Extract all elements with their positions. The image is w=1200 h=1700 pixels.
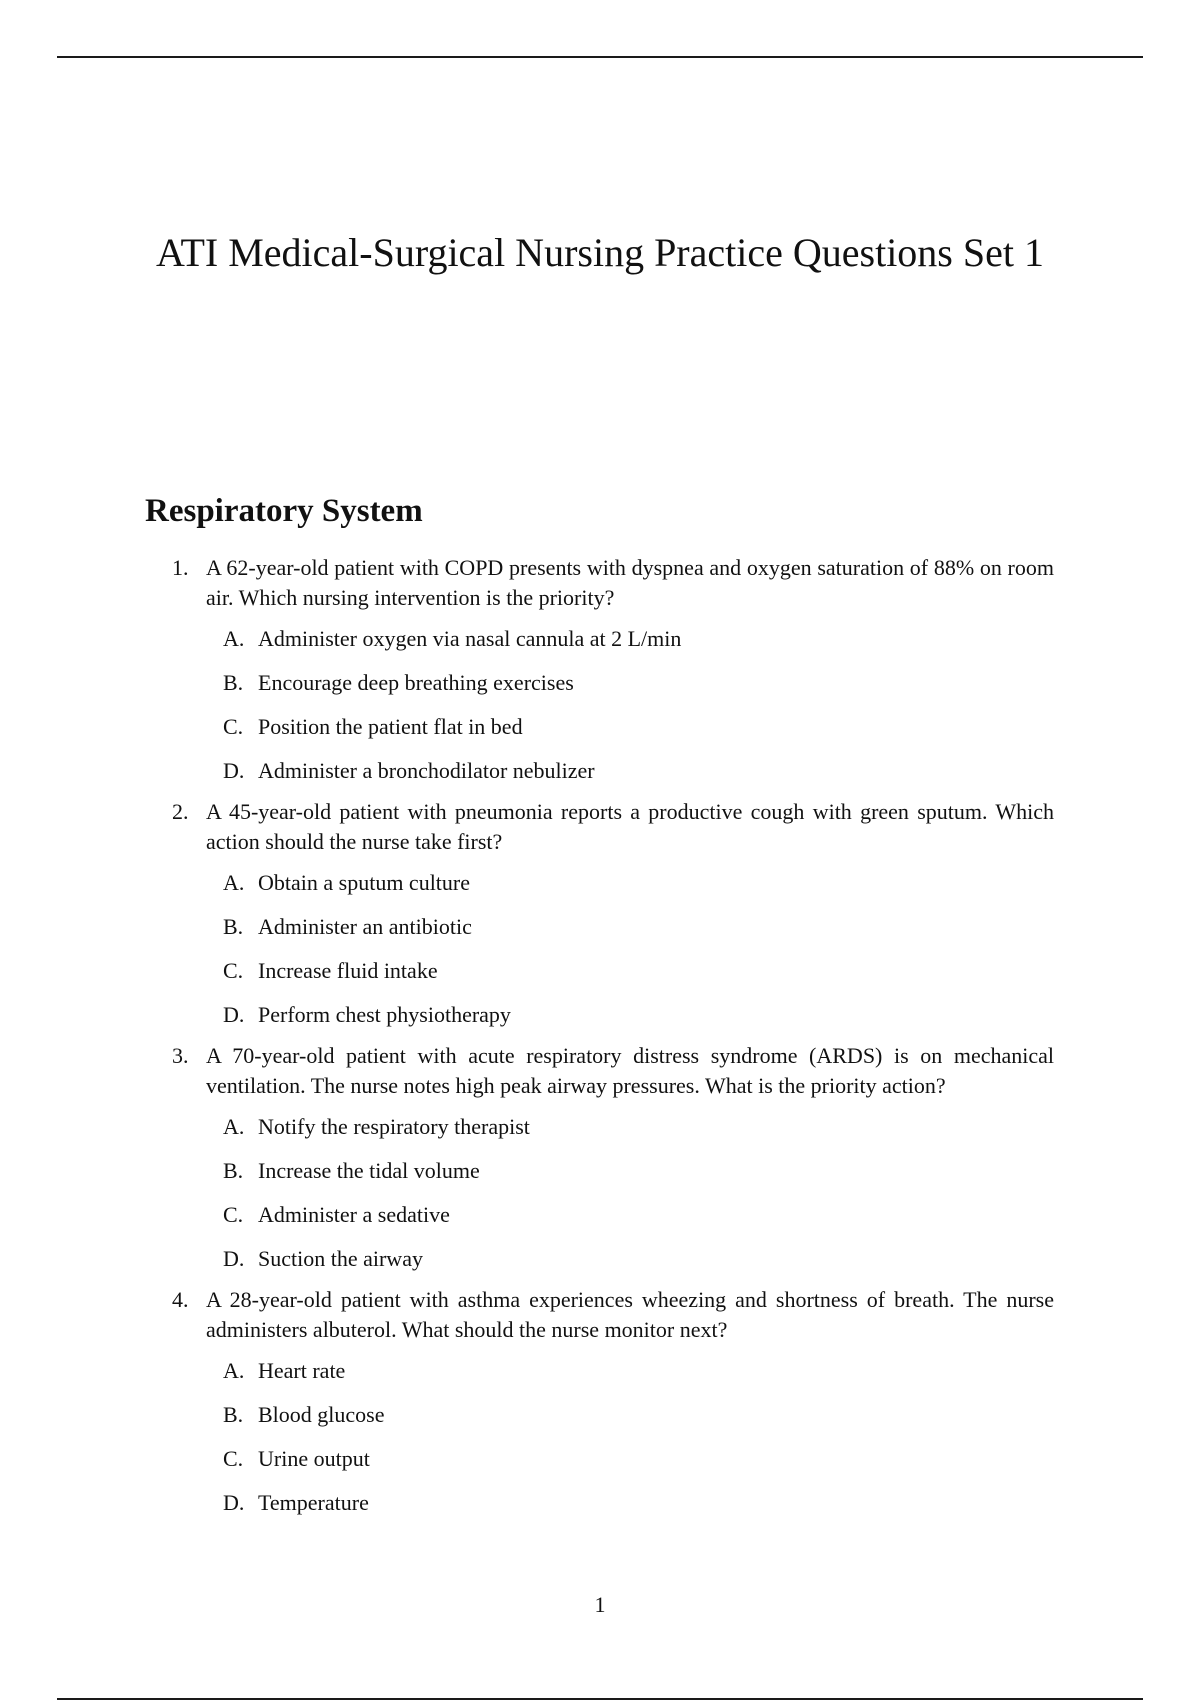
option-text: Obtain a sputum culture [258,870,471,895]
question-number: 4. [172,1287,189,1312]
option-letter: A. [223,626,245,651]
option-text: Notify the respiratory therapist [258,1114,530,1139]
answer-options [0,1112,1200,1274]
option-letter: B. [223,1158,244,1183]
question-list [0,553,1200,1529]
answer-option [0,1244,1200,1274]
option-text: Administer a bronchodilator nebulizer [258,758,595,783]
answer-option [0,956,1200,986]
option-letter: A. [223,870,245,895]
option-text: Position the patient flat in bed [258,714,523,739]
question-text: A 62-year-old patient with COPD presents with dyspnea and oxygen saturation of 88% on room air. Which nursing intervention is the priority? [206,555,1054,610]
question-3 [0,1041,1200,1274]
option-text: Perform chest physiotherapy [258,1002,511,1027]
option-text: Administer a sedative [258,1202,450,1227]
answer-options [0,1356,1200,1518]
answer-option [0,1444,1200,1474]
question-text: A 70-year-old patient with acute respiratory distress syndrome (ARDS) is on mechanical ventilation. The nurse notes high peak airway pressures. What is the priority action? [206,1043,1054,1098]
option-letter: B. [223,670,244,695]
option-letter: B. [223,1402,244,1427]
option-letter: C. [223,714,244,739]
question-1 [0,553,1200,786]
document-title: ATI Medical-Surgical Nursing Practice Questions Set 1 [156,230,1044,275]
option-text: Increase fluid intake [258,958,438,983]
option-letter: A. [223,1358,245,1383]
section-title: Respiratory System [145,493,423,529]
option-letter: D. [223,1246,245,1271]
answer-options [0,624,1200,786]
option-text: Increase the tidal volume [258,1158,480,1183]
option-letter: C. [223,1202,244,1227]
answer-option [0,1488,1200,1518]
answer-option [0,1356,1200,1386]
option-letter: C. [223,1446,244,1471]
answer-option [0,712,1200,742]
answer-option [0,1200,1200,1230]
answer-option [0,624,1200,654]
option-text: Administer oxygen via nasal cannula at 2 L/min [258,626,682,651]
option-letter: D. [223,1490,245,1515]
top-rule [57,56,1143,58]
option-letter: D. [223,758,245,783]
page-number: 1 [594,1592,606,1617]
answer-option [0,1112,1200,1142]
option-text: Heart rate [258,1358,346,1383]
question-2 [0,797,1200,1030]
answer-option [0,868,1200,898]
answer-option [0,756,1200,786]
option-letter: B. [223,914,244,939]
option-text: Encourage deep breathing exercises [258,670,574,695]
option-text: Administer an antibiotic [258,914,472,939]
option-letter: C. [223,958,244,983]
answer-options [0,868,1200,1030]
answer-option [0,668,1200,698]
answer-option [0,1156,1200,1186]
question-number: 3. [172,1043,189,1068]
question-4 [0,1285,1200,1518]
option-text: Urine output [258,1446,370,1471]
option-letter: A. [223,1114,245,1139]
option-text: Blood glucose [258,1402,385,1427]
answer-option [0,1000,1200,1030]
question-number: 2. [172,799,189,824]
answer-option [0,912,1200,942]
option-letter: D. [223,1002,245,1027]
question-number: 1. [172,555,189,580]
option-text: Suction the airway [258,1246,423,1271]
question-text: A 28-year-old patient with asthma experiences wheezing and shortness of breath. The nurse administers albuterol. What should the nurse monitor next? [206,1287,1054,1342]
answer-option [0,1400,1200,1430]
question-text: A 45-year-old patient with pneumonia reports a productive cough with green sputum. Which action should the nurse take first? [206,799,1054,854]
option-text: Temperature [258,1490,369,1515]
